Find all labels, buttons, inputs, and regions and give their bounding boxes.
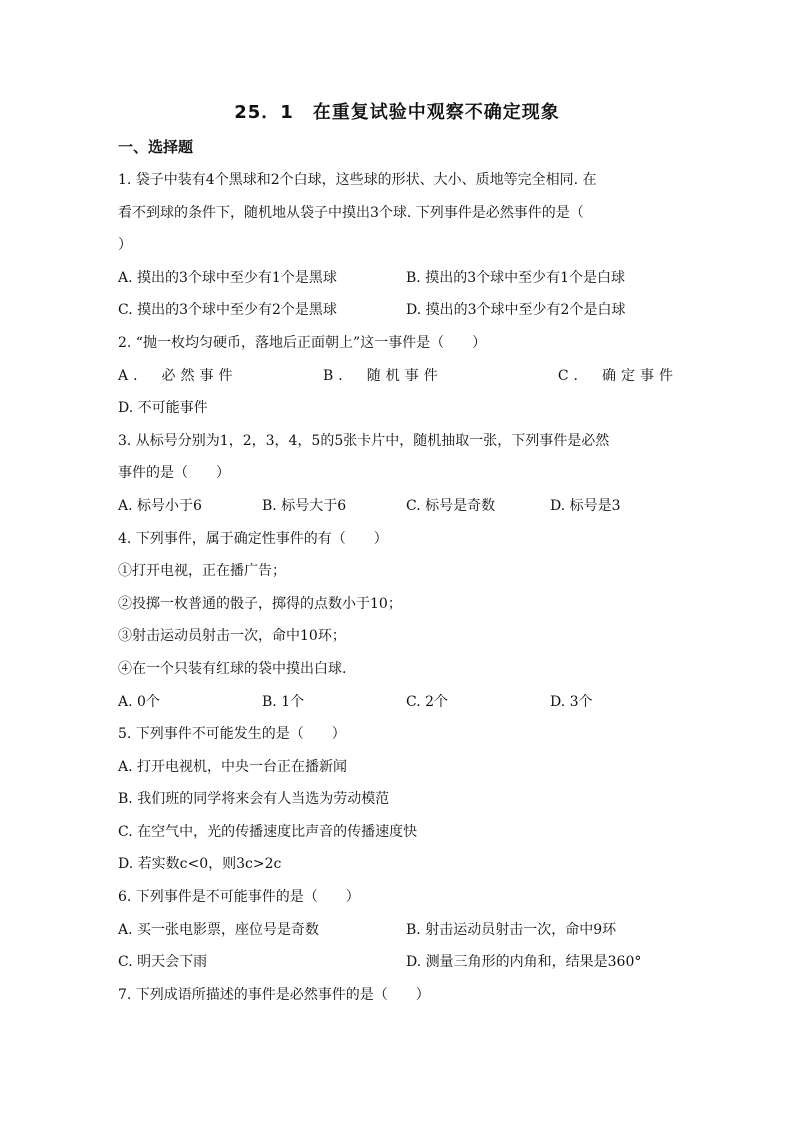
q4-option-b: B. 1个: [262, 693, 305, 710]
q6-option-a: A. 买一张电影票，座位号是奇数: [118, 921, 320, 938]
q2-option-b: B． 随机事件: [323, 367, 443, 384]
q5-option-a: A. 打开电视机，中央一台正在播新闻: [118, 758, 348, 775]
q2-stem: 2. “抛一枚均匀硬币，落地后正面朝上”这一事件是（ ）: [118, 334, 487, 351]
q4-option-c: C. 2个: [406, 693, 449, 710]
q3-options-row: [118, 490, 678, 523]
q3-stem-line2: 事件的是（ ）: [118, 465, 230, 482]
q5-stem: 5. 下列事件不可能发生的是（ ）: [118, 726, 346, 743]
question-list: [118, 164, 678, 1011]
q3-option-c: C. 标号是奇数: [406, 497, 496, 514]
q5-option-c: C. 在空气中，光的传播速度比声音的传播速度快: [118, 823, 418, 840]
q2-option-c: C． 确定事件: [557, 367, 678, 384]
q5-option-b: B. 我们班的同学将来会有人当选为劳动模范: [118, 791, 390, 808]
q4-statement-3: ③射击运动员射击一次，命中10环；: [118, 628, 346, 645]
q1-stem-line2: 看不到球的条件下，随机地从袋子中摸出3个球. 下列事件是必然事件的是（: [118, 204, 584, 221]
q1-option-d: D. 摸出的3个球中至少有2个是白球: [406, 302, 626, 319]
q2-option-a: A． 必然事件: [118, 367, 238, 384]
q4-option-d: D. 3个: [550, 693, 593, 710]
q2-option-d: D. 不可能事件: [118, 400, 208, 417]
q1-stem-line1: 1. 袋子中装有4个黑球和2个白球，这些球的形状、大小、质地等完全相同. 在: [118, 172, 597, 188]
q4-option-a: A. 0个: [118, 693, 160, 710]
q5-option-d: D. 若实数c<0，则3c>2c: [118, 856, 282, 873]
q6-option-c: C. 明天会下雨: [118, 954, 208, 971]
page-title: 25．1 在重复试验中观察不确定现象: [234, 102, 560, 123]
q6-options-row2: [118, 946, 678, 979]
q7-stem: 7. 下列成语所描述的事件是必然事件的是（ ）: [118, 986, 430, 1003]
q3-stem-line1: 3. 从标号分别为1，2，3，4，5的5张卡片中，随机抽取一张，下列事件是必然: [118, 432, 610, 449]
q4-options-row: [118, 686, 678, 719]
section-heading: 一、选择题: [118, 138, 194, 156]
q1-options-row2: [118, 294, 678, 327]
q1-option-b: B. 摸出的3个球中至少有1个是白球: [406, 269, 626, 286]
q3-option-d: D. 标号是3: [550, 497, 621, 514]
q1-option-a: A. 摸出的3个球中至少有1个是黑球: [118, 269, 337, 286]
q3-option-b: B. 标号大于6: [262, 497, 347, 514]
q1-stem-line3: ）: [118, 237, 132, 254]
q2-options-row1: [118, 360, 678, 393]
q6-stem: 6. 下列事件是不可能事件的是（ ）: [118, 889, 360, 906]
q1-option-c: C. 摸出的3个球中至少有2个是黑球: [118, 302, 337, 319]
q4-statement-1: ①打开电视，正在播广告；: [118, 563, 286, 580]
q3-option-a: A. 标号小于6: [118, 497, 202, 514]
q4-statement-2: ②投掷一枚普通的骰子，掷得的点数小于10；: [118, 595, 402, 612]
q4-statement-4: ④在一个只装有红球的袋中摸出白球.: [118, 660, 347, 677]
q6-option-b: B. 射击运动员射击一次，命中9环: [406, 921, 617, 938]
q6-options-row1: [118, 914, 678, 947]
q4-stem: 4. 下列事件，属于确定性事件的有（ ）: [118, 530, 388, 547]
q1-options-row1: [118, 262, 678, 295]
q6-option-d: D. 测量三角形的内角和，结果是360°: [406, 954, 642, 971]
